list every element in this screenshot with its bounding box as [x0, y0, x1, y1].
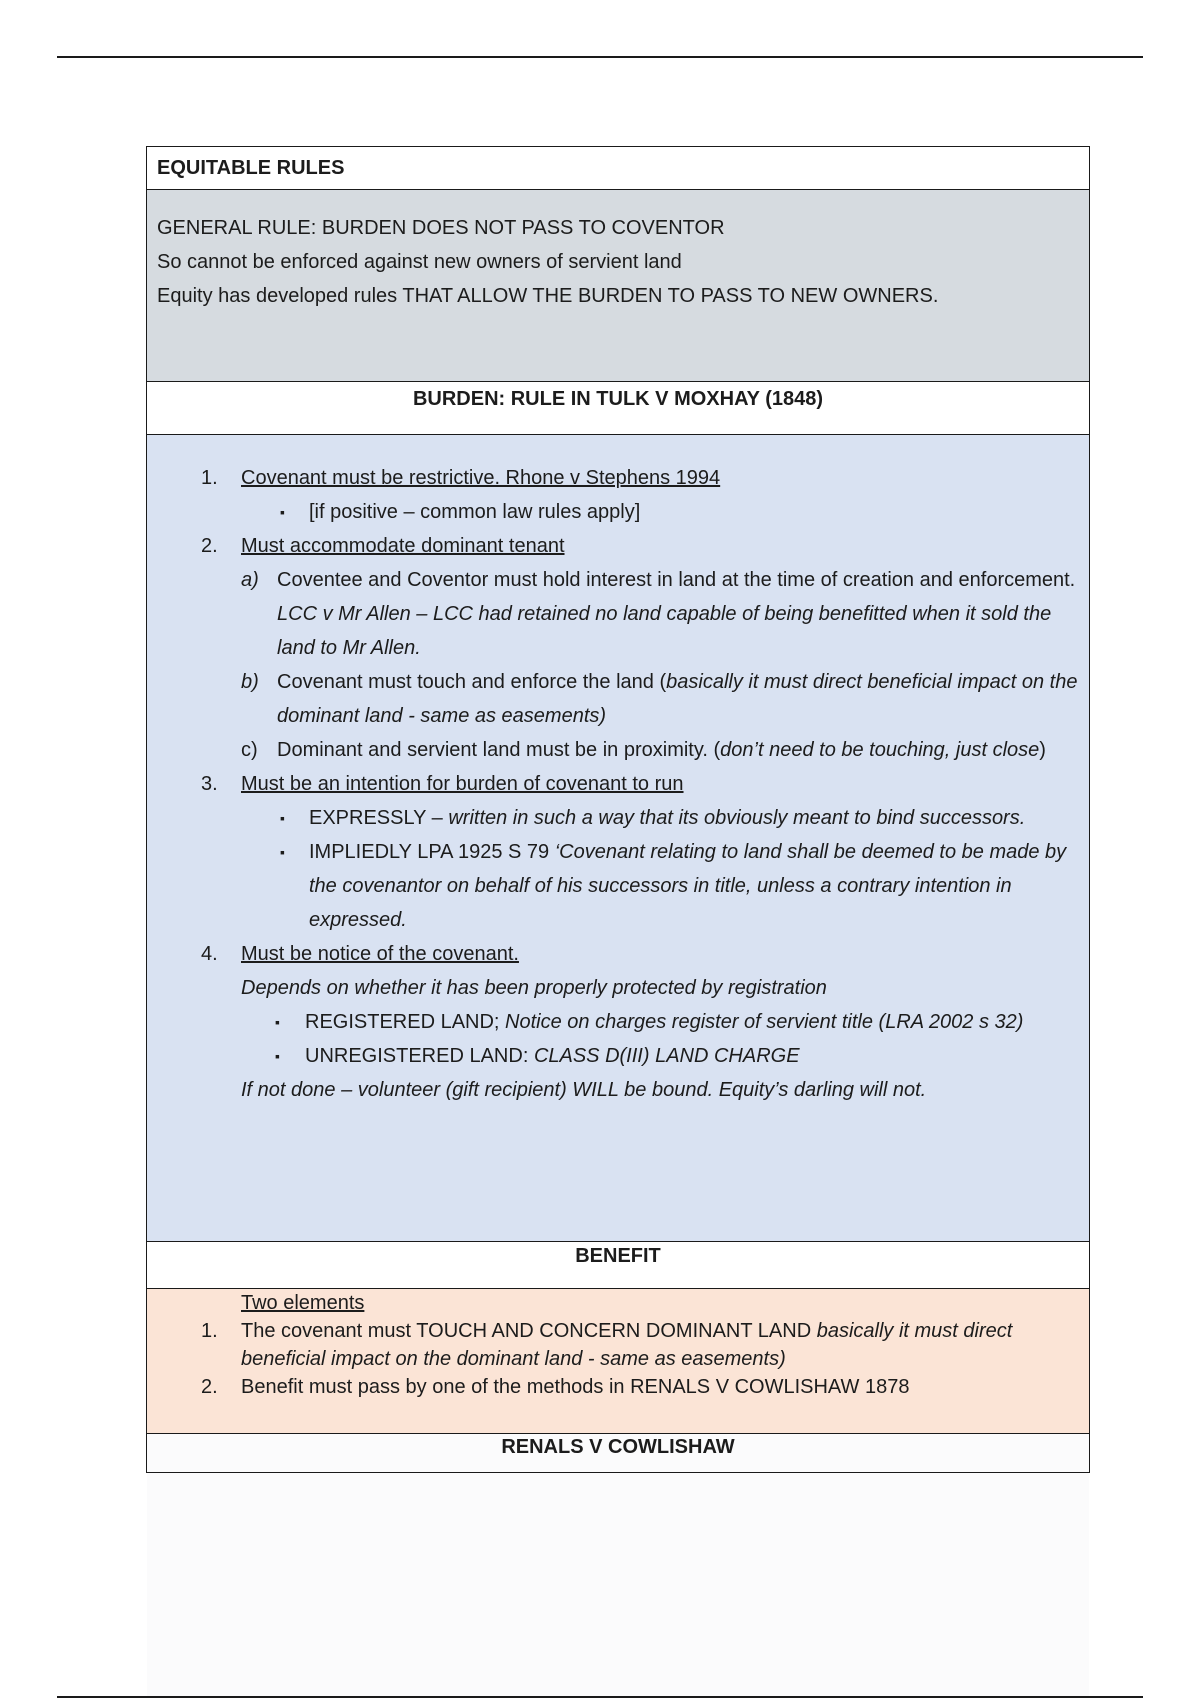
benefit-item-1-note: basically it must direct	[816, 1320, 1013, 1342]
rule-4-registered	[157, 1005, 1079, 1039]
equitable-rules-title: EQUITABLE RULES	[147, 147, 1090, 190]
rule-4-text: Must be notice of the covenant.	[241, 943, 519, 965]
burden-rule-4	[157, 937, 1079, 971]
rule-3-text: Must be an intention for burden of covenant to run	[241, 773, 684, 795]
bullet-icon: ▪	[275, 1048, 280, 1064]
list-number: 4.	[201, 943, 218, 965]
burden-rules-cell	[147, 435, 1090, 1242]
expressly-text: written in such a way that its obviously meant to bind successors.	[448, 807, 1026, 829]
impliedly-label: IMPLIEDLY LPA 1925 S 79	[309, 841, 550, 863]
rule-4-depends: Depends on whether it has been properly protected by registration	[241, 977, 827, 999]
footer-rule	[57, 1696, 1143, 1698]
sub-label: a)	[241, 569, 259, 591]
bullet-icon: ▪	[275, 1014, 280, 1030]
general-rule-line: Equity has developed rules THAT ALLOW THE BURDEN TO PASS TO NEW OWNERS.	[157, 285, 939, 307]
notes-table	[146, 146, 1090, 1473]
rule-2-c-close: )	[1039, 739, 1046, 761]
rule-2-c	[157, 733, 1079, 767]
renals-heading: RENALS V COWLISHAW	[147, 1434, 1090, 1473]
rule-3-expressly	[157, 801, 1079, 835]
benefit-item-2	[157, 1373, 1079, 1401]
header-rule	[57, 56, 1143, 58]
burden-heading: BURDEN: RULE IN TULK V MOXHAY (1848)	[147, 382, 1090, 435]
rule-2-b-text: Covenant must touch and enforce the land (	[277, 671, 667, 693]
rule-1-text: Covenant must be restrictive. Rhone v Stephens 1994	[241, 467, 721, 489]
rule-2-b-note: basically it must direct beneficial impact on the dominant land - same as easements)	[277, 671, 1078, 727]
burden-rule-2	[157, 529, 1079, 563]
registered-text: Notice on charges register of servient title (LRA 2002 s 32)	[505, 1011, 1024, 1033]
rule-2-c-note: don’t need to be touching, just close	[720, 739, 1040, 761]
rule-2-text: Must accommodate dominant tenant	[241, 535, 565, 557]
rule-4-unregistered	[157, 1039, 1079, 1073]
rule-3-impliedly	[157, 835, 1079, 937]
unregistered-text: CLASS D(III) LAND CHARGE	[533, 1045, 800, 1067]
rule-1-bullet	[157, 495, 1079, 529]
rule-1-bullet-text: [if positive – common law rules apply]	[309, 501, 641, 523]
list-number: 2.	[201, 1376, 218, 1398]
rule-4-not-done: If not done – volunteer (gift recipient) WILL be bound. Equity’s darling will not.	[241, 1079, 927, 1101]
general-rule-cell	[147, 190, 1090, 382]
bullet-icon: ▪	[280, 844, 285, 860]
list-number: 2.	[201, 535, 218, 557]
registered-label: REGISTERED LAND;	[305, 1011, 500, 1033]
benefit-item-1-text: The covenant must TOUCH AND CONCERN DOMINANT LAND	[241, 1320, 812, 1342]
rule-2-b	[157, 665, 1079, 733]
sub-label: c)	[241, 739, 258, 761]
bullet-icon: ▪	[280, 810, 285, 826]
benefit-item-2-text: Benefit must pass by one of the methods in RENALS V COWLISHAW 1878	[241, 1376, 910, 1398]
list-number: 3.	[201, 773, 218, 795]
rule-2-a	[157, 563, 1079, 665]
unregistered-label: UNREGISTERED LAND:	[305, 1045, 529, 1067]
general-rule-line: GENERAL RULE: BURDEN DOES NOT PASS TO COVENTOR	[157, 217, 725, 239]
benefit-heading: BENEFIT	[147, 1242, 1090, 1289]
sub-label: b)	[241, 671, 259, 693]
benefit-item-1-note-cont: beneficial impact on the dominant land - same as easements)	[241, 1348, 786, 1370]
burden-rule-1	[157, 461, 1079, 495]
rule-2-a-case: LCC v Mr Allen – LCC had retained no land capable of being benefitted when it sold the land to Mr Allen.	[277, 603, 1052, 659]
general-rule-line: So cannot be enforced against new owners of servient land	[157, 251, 682, 273]
benefit-cell	[147, 1289, 1090, 1434]
benefit-item-1	[157, 1317, 1079, 1373]
benefit-intro: Two elements	[241, 1292, 365, 1314]
list-number: 1.	[201, 467, 218, 489]
list-number: 1.	[201, 1320, 218, 1342]
impliedly-text: ‘Covenant relating to land shall be deemed to be made by the covenantor on behalf of his successors in title, unless a contrary intention in expressed.	[309, 841, 1067, 931]
bullet-icon: ▪	[280, 504, 285, 520]
expressly-label: EXPRESSLY –	[309, 807, 443, 829]
rule-2-a-text: Coventee and Coventor must hold interest in land at the time of creation and enforcement.	[277, 569, 1076, 591]
burden-rule-3	[157, 767, 1079, 801]
rule-2-c-text: Dominant and servient land must be in proximity. (	[277, 739, 721, 761]
